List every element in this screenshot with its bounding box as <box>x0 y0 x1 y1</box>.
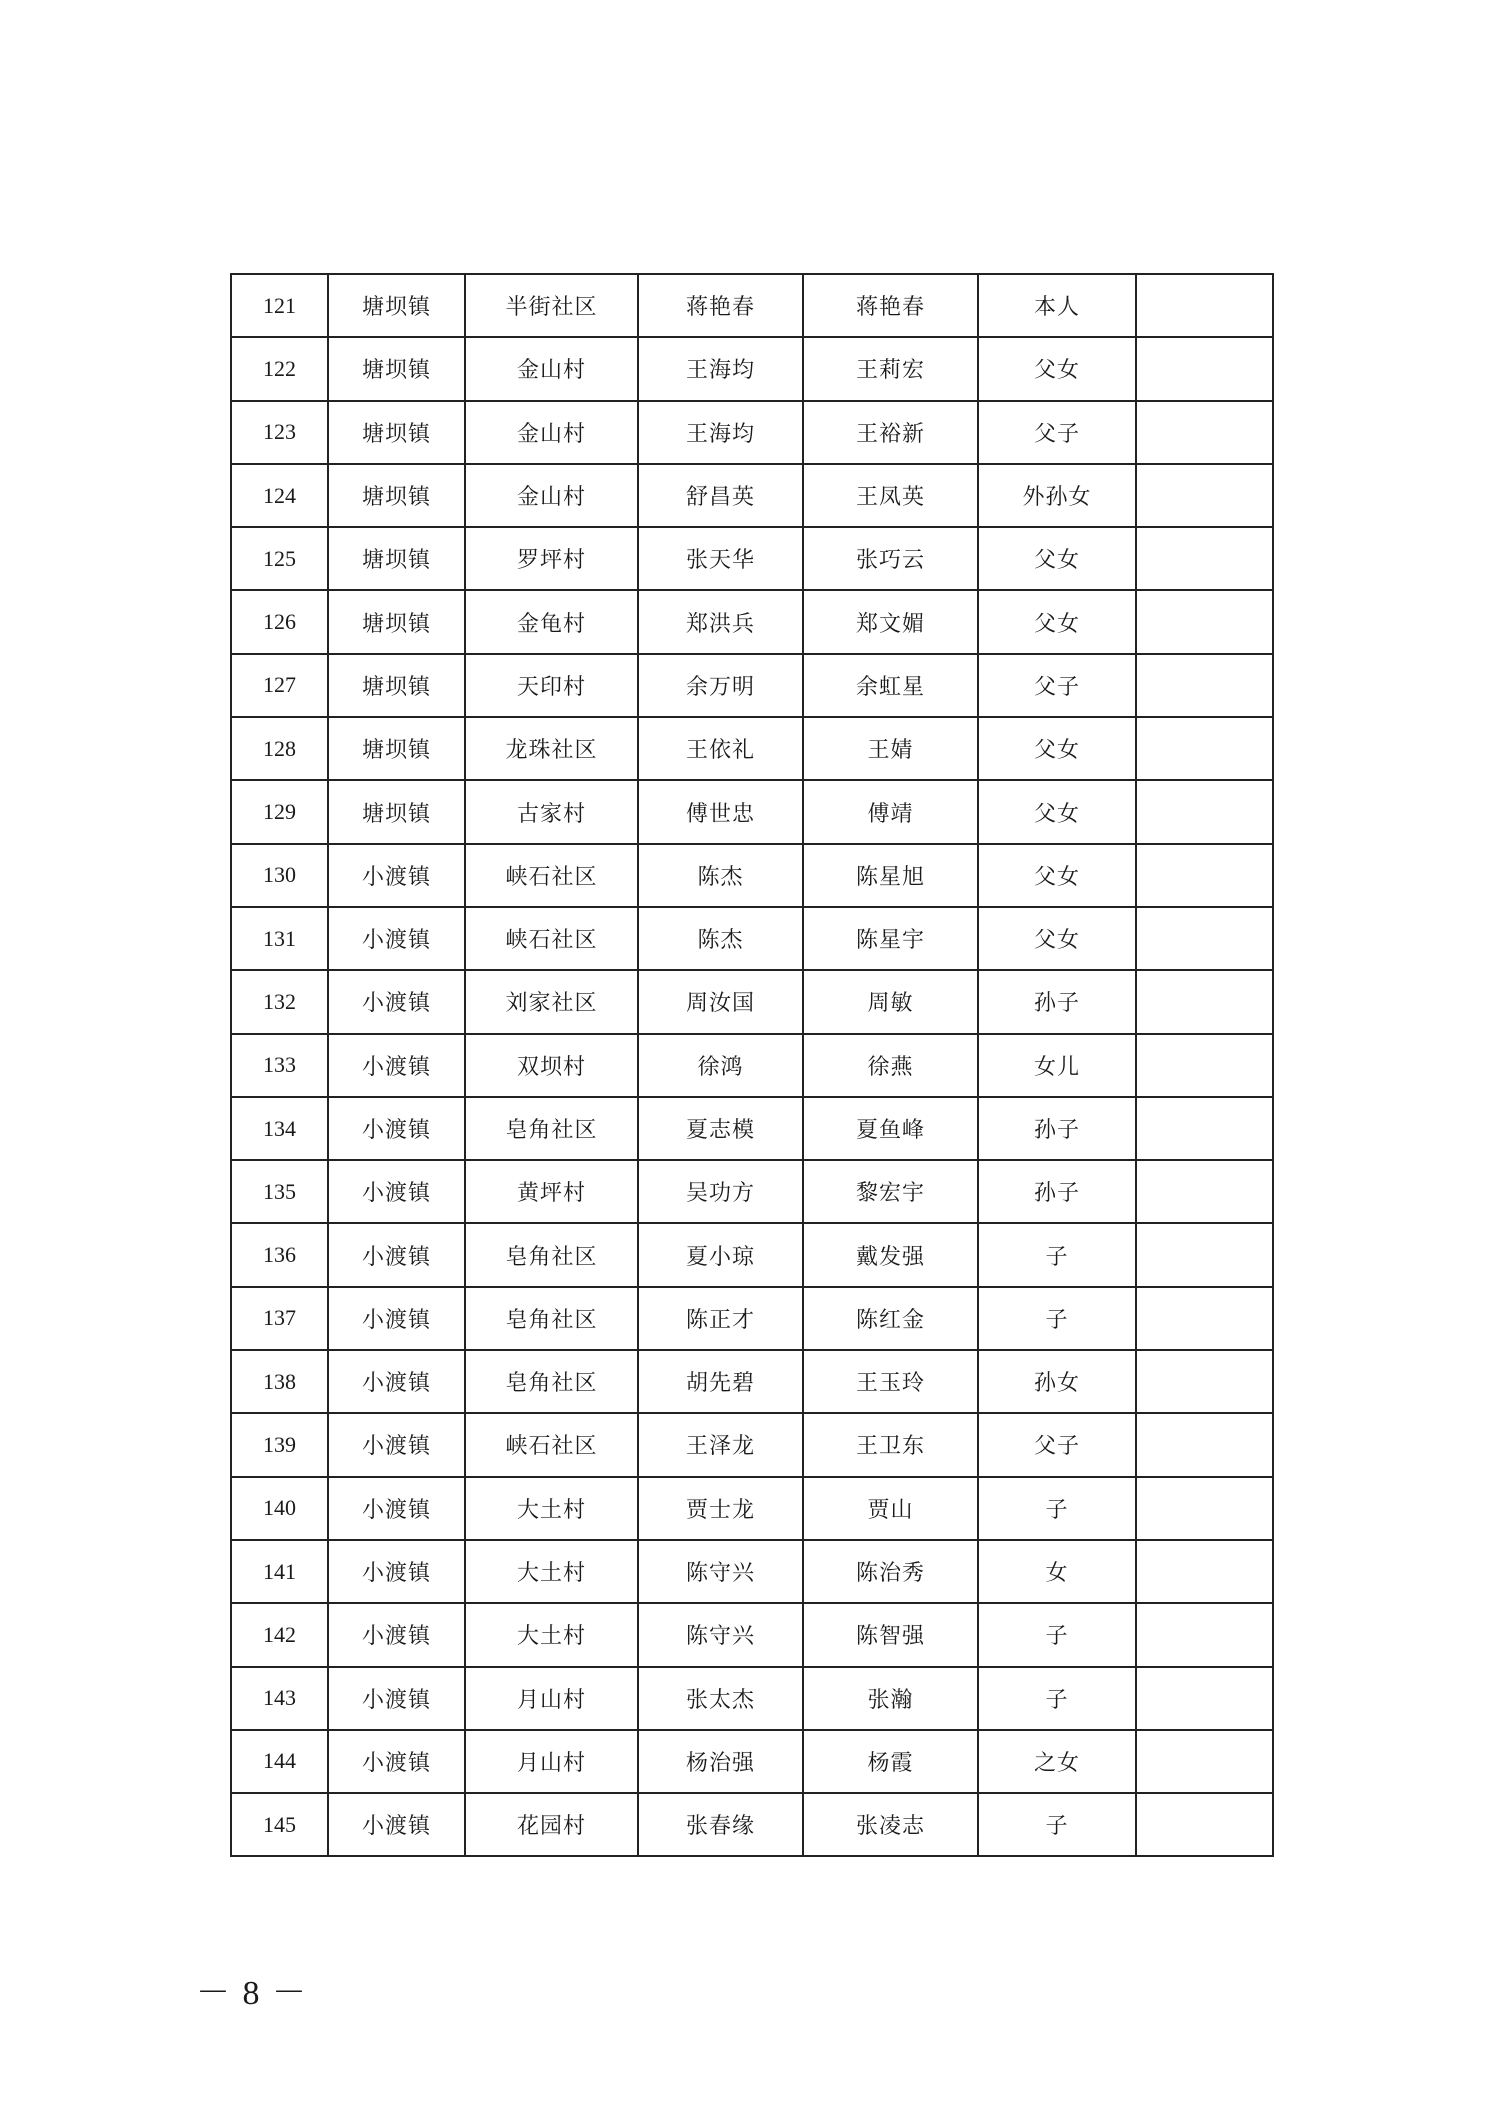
table-row <box>231 1097 1273 1160</box>
cell-person: 傅靖 <box>803 780 978 843</box>
cell-person: 戴发强 <box>803 1223 978 1286</box>
cell-person: 王裕新 <box>803 401 978 464</box>
cell-village: 古家村 <box>465 780 638 843</box>
cell-relation: 本人 <box>978 274 1136 337</box>
table-row <box>231 844 1273 907</box>
cell-note <box>1136 1287 1273 1350</box>
cell-person: 张瀚 <box>803 1667 978 1730</box>
cell-name: 王海均 <box>638 401 803 464</box>
cell-village: 天印村 <box>465 654 638 717</box>
cell-serial-number: 128 <box>231 717 328 780</box>
cell-village: 皂角社区 <box>465 1350 638 1413</box>
cell-person: 杨霞 <box>803 1730 978 1793</box>
cell-relation: 父女 <box>978 337 1136 400</box>
cell-village: 皂角社区 <box>465 1097 638 1160</box>
table-row <box>231 274 1273 337</box>
cell-village: 金龟村 <box>465 590 638 653</box>
cell-serial-number: 125 <box>231 527 328 590</box>
cell-town: 小渡镇 <box>328 1287 465 1350</box>
cell-town: 小渡镇 <box>328 1540 465 1603</box>
cell-serial-number: 137 <box>231 1287 328 1350</box>
cell-relation: 女 <box>978 1540 1136 1603</box>
cell-serial-number: 121 <box>231 274 328 337</box>
table-row <box>231 1160 1273 1223</box>
table-row <box>231 717 1273 780</box>
cell-village: 黄坪村 <box>465 1160 638 1223</box>
cell-town: 塘坝镇 <box>328 274 465 337</box>
cell-name: 郑洪兵 <box>638 590 803 653</box>
cell-serial-number: 132 <box>231 970 328 1033</box>
cell-town: 小渡镇 <box>328 970 465 1033</box>
cell-name: 徐鸿 <box>638 1034 803 1097</box>
cell-town: 小渡镇 <box>328 1793 465 1856</box>
cell-town: 小渡镇 <box>328 1477 465 1540</box>
cell-serial-number: 141 <box>231 1540 328 1603</box>
cell-note <box>1136 844 1273 907</box>
cell-note <box>1136 590 1273 653</box>
cell-note <box>1136 274 1273 337</box>
cell-village: 罗坪村 <box>465 527 638 590</box>
cell-name: 吴功方 <box>638 1160 803 1223</box>
cell-name: 陈守兴 <box>638 1540 803 1603</box>
cell-name: 蒋艳春 <box>638 274 803 337</box>
table-row <box>231 1350 1273 1413</box>
cell-person: 周敏 <box>803 970 978 1033</box>
cell-village: 刘家社区 <box>465 970 638 1033</box>
cell-serial-number: 142 <box>231 1603 328 1666</box>
cell-note <box>1136 654 1273 717</box>
cell-note <box>1136 1413 1273 1476</box>
cell-serial-number: 129 <box>231 780 328 843</box>
cell-village: 半街社区 <box>465 274 638 337</box>
table-row <box>231 590 1273 653</box>
cell-note <box>1136 717 1273 780</box>
cell-relation: 孙子 <box>978 1097 1136 1160</box>
cell-name: 贾士龙 <box>638 1477 803 1540</box>
cell-name: 夏小琼 <box>638 1223 803 1286</box>
cell-note <box>1136 1034 1273 1097</box>
cell-serial-number: 126 <box>231 590 328 653</box>
cell-note <box>1136 527 1273 590</box>
cell-relation: 父女 <box>978 844 1136 907</box>
cell-village: 峡石社区 <box>465 1413 638 1476</box>
table-row <box>231 337 1273 400</box>
cell-village: 双坝村 <box>465 1034 638 1097</box>
cell-village: 龙珠社区 <box>465 717 638 780</box>
table-row <box>231 527 1273 590</box>
cell-name: 张春缘 <box>638 1793 803 1856</box>
cell-note <box>1136 1160 1273 1223</box>
cell-town: 小渡镇 <box>328 1223 465 1286</box>
cell-serial-number: 144 <box>231 1730 328 1793</box>
cell-village: 峡石社区 <box>465 907 638 970</box>
cell-note <box>1136 1730 1273 1793</box>
table-row <box>231 401 1273 464</box>
cell-serial-number: 131 <box>231 907 328 970</box>
cell-note <box>1136 1603 1273 1666</box>
cell-village: 峡石社区 <box>465 844 638 907</box>
cell-person: 蒋艳春 <box>803 274 978 337</box>
cell-village: 皂角社区 <box>465 1223 638 1286</box>
cell-relation: 子 <box>978 1223 1136 1286</box>
cell-town: 塘坝镇 <box>328 337 465 400</box>
cell-serial-number: 135 <box>231 1160 328 1223</box>
cell-relation: 父女 <box>978 527 1136 590</box>
table-row <box>231 1034 1273 1097</box>
cell-relation: 父女 <box>978 780 1136 843</box>
cell-name: 傅世忠 <box>638 780 803 843</box>
cell-person: 陈红金 <box>803 1287 978 1350</box>
cell-serial-number: 139 <box>231 1413 328 1476</box>
cell-serial-number: 134 <box>231 1097 328 1160</box>
cell-name: 陈正才 <box>638 1287 803 1350</box>
cell-note <box>1136 1350 1273 1413</box>
cell-town: 小渡镇 <box>328 907 465 970</box>
cell-name: 陈守兴 <box>638 1603 803 1666</box>
cell-person: 余虹星 <box>803 654 978 717</box>
table-row <box>231 1730 1273 1793</box>
cell-relation: 父子 <box>978 654 1136 717</box>
table-row <box>231 780 1273 843</box>
cell-serial-number: 123 <box>231 401 328 464</box>
cell-person: 陈星旭 <box>803 844 978 907</box>
cell-note <box>1136 970 1273 1033</box>
cell-name: 王海均 <box>638 337 803 400</box>
cell-town: 小渡镇 <box>328 1034 465 1097</box>
cell-relation: 父女 <box>978 717 1136 780</box>
cell-relation: 子 <box>978 1477 1136 1540</box>
cell-village: 金山村 <box>465 337 638 400</box>
cell-note <box>1136 1477 1273 1540</box>
cell-serial-number: 122 <box>231 337 328 400</box>
cell-note <box>1136 780 1273 843</box>
cell-relation: 父子 <box>978 1413 1136 1476</box>
cell-serial-number: 133 <box>231 1034 328 1097</box>
cell-serial-number: 143 <box>231 1667 328 1730</box>
roster-body <box>231 274 1273 1856</box>
cell-relation: 子 <box>978 1667 1136 1730</box>
table-row <box>231 464 1273 527</box>
cell-person: 黎宏宇 <box>803 1160 978 1223</box>
cell-town: 塘坝镇 <box>328 401 465 464</box>
cell-relation: 父子 <box>978 401 1136 464</box>
cell-note <box>1136 401 1273 464</box>
cell-person: 陈治秀 <box>803 1540 978 1603</box>
cell-serial-number: 124 <box>231 464 328 527</box>
cell-person: 夏鱼峰 <box>803 1097 978 1160</box>
cell-name: 张太杰 <box>638 1667 803 1730</box>
cell-person: 王卫东 <box>803 1413 978 1476</box>
cell-name: 周汝国 <box>638 970 803 1033</box>
cell-serial-number: 145 <box>231 1793 328 1856</box>
table-row <box>231 907 1273 970</box>
cell-village: 大土村 <box>465 1603 638 1666</box>
cell-village: 花园村 <box>465 1793 638 1856</box>
cell-name: 陈杰 <box>638 844 803 907</box>
cell-village: 月山村 <box>465 1667 638 1730</box>
cell-note <box>1136 1097 1273 1160</box>
cell-town: 塘坝镇 <box>328 527 465 590</box>
table-row <box>231 1223 1273 1286</box>
cell-village: 月山村 <box>465 1730 638 1793</box>
cell-relation: 子 <box>978 1287 1136 1350</box>
cell-town: 小渡镇 <box>328 1667 465 1730</box>
cell-village: 大土村 <box>465 1477 638 1540</box>
cell-relation: 父女 <box>978 907 1136 970</box>
cell-note <box>1136 1667 1273 1730</box>
table-row <box>231 1287 1273 1350</box>
cell-relation: 子 <box>978 1793 1136 1856</box>
page-number: － 8 － <box>196 1975 308 2012</box>
table-row <box>231 1667 1273 1730</box>
cell-town: 小渡镇 <box>328 1097 465 1160</box>
table-row <box>231 1540 1273 1603</box>
cell-name: 夏志模 <box>638 1097 803 1160</box>
cell-town: 塘坝镇 <box>328 590 465 653</box>
cell-town: 小渡镇 <box>328 1603 465 1666</box>
cell-name: 王泽龙 <box>638 1413 803 1476</box>
cell-town: 塘坝镇 <box>328 464 465 527</box>
roster-table <box>230 273 1274 1857</box>
table-row <box>231 654 1273 717</box>
table-row <box>231 970 1273 1033</box>
cell-serial-number: 138 <box>231 1350 328 1413</box>
cell-town: 塘坝镇 <box>328 717 465 780</box>
cell-name: 杨治强 <box>638 1730 803 1793</box>
cell-relation: 孙女 <box>978 1350 1136 1413</box>
cell-name: 余万明 <box>638 654 803 717</box>
cell-town: 小渡镇 <box>328 1730 465 1793</box>
table-row <box>231 1413 1273 1476</box>
cell-relation: 外孙女 <box>978 464 1136 527</box>
cell-relation: 子 <box>978 1603 1136 1666</box>
cell-person: 陈智强 <box>803 1603 978 1666</box>
cell-name: 胡先碧 <box>638 1350 803 1413</box>
cell-note <box>1136 1793 1273 1856</box>
cell-town: 塘坝镇 <box>328 654 465 717</box>
cell-note <box>1136 1223 1273 1286</box>
cell-person: 陈星宇 <box>803 907 978 970</box>
cell-person: 郑文媚 <box>803 590 978 653</box>
cell-note <box>1136 464 1273 527</box>
cell-name: 张天华 <box>638 527 803 590</box>
table-row <box>231 1477 1273 1540</box>
cell-relation: 女儿 <box>978 1034 1136 1097</box>
cell-village: 大土村 <box>465 1540 638 1603</box>
cell-town: 小渡镇 <box>328 1350 465 1413</box>
cell-note <box>1136 1540 1273 1603</box>
cell-town: 小渡镇 <box>328 1413 465 1476</box>
cell-name: 陈杰 <box>638 907 803 970</box>
cell-person: 王凤英 <box>803 464 978 527</box>
cell-name: 舒昌英 <box>638 464 803 527</box>
cell-relation: 孙子 <box>978 1160 1136 1223</box>
cell-village: 金山村 <box>465 401 638 464</box>
cell-person: 王婧 <box>803 717 978 780</box>
cell-note <box>1136 337 1273 400</box>
cell-serial-number: 140 <box>231 1477 328 1540</box>
cell-serial-number: 136 <box>231 1223 328 1286</box>
table-row <box>231 1793 1273 1856</box>
cell-serial-number: 127 <box>231 654 328 717</box>
cell-person: 徐燕 <box>803 1034 978 1097</box>
cell-village: 皂角社区 <box>465 1287 638 1350</box>
cell-serial-number: 130 <box>231 844 328 907</box>
cell-person: 王玉玲 <box>803 1350 978 1413</box>
cell-person: 张凌志 <box>803 1793 978 1856</box>
cell-person: 王莉宏 <box>803 337 978 400</box>
cell-person: 贾山 <box>803 1477 978 1540</box>
cell-person: 张巧云 <box>803 527 978 590</box>
cell-note <box>1136 907 1273 970</box>
cell-village: 金山村 <box>465 464 638 527</box>
table-row <box>231 1603 1273 1666</box>
cell-town: 小渡镇 <box>328 1160 465 1223</box>
cell-relation: 孙子 <box>978 970 1136 1033</box>
cell-name: 王依礼 <box>638 717 803 780</box>
cell-town: 小渡镇 <box>328 844 465 907</box>
cell-relation: 父女 <box>978 590 1136 653</box>
cell-relation: 之女 <box>978 1730 1136 1793</box>
cell-town: 塘坝镇 <box>328 780 465 843</box>
